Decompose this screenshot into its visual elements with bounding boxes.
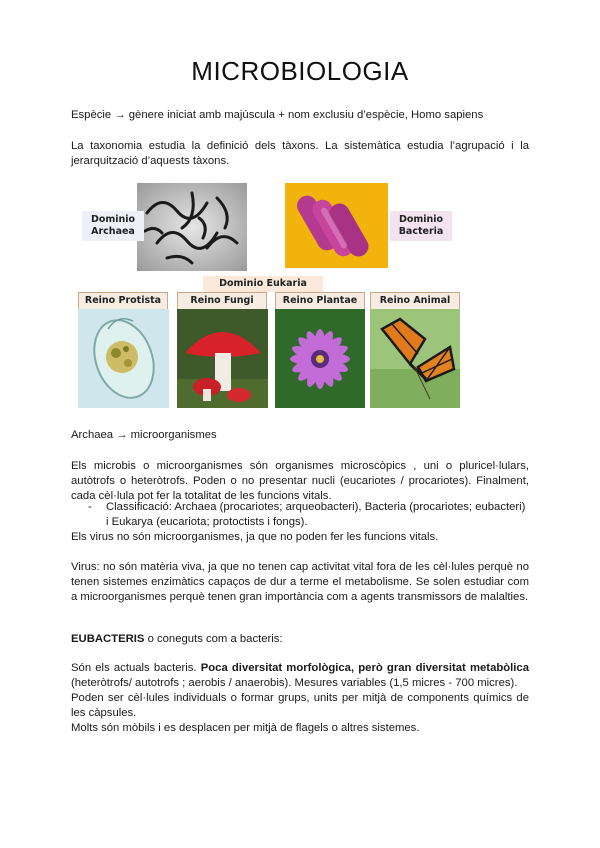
eukaria-label: Dominio Eukaria	[203, 276, 323, 292]
bacteria-paragraph-3: Molts són mòbils i es desplacen per mitjà de flagels o altres sistemes.	[71, 722, 420, 734]
bacteria-p1-bold: Poca diversitat morfològica, però gran diversitat metabòlica	[200, 662, 529, 674]
bacteria-label	[390, 211, 452, 241]
eubacteris-heading	[71, 632, 529, 647]
page-title: MICROBIOLOGIA	[191, 56, 409, 86]
kingdom-label-protista: Reino Protista	[78, 292, 168, 310]
eubacteris-heading-bold: EUBACTERIS	[71, 633, 145, 645]
plantae-photo	[275, 309, 365, 408]
bacteria-paragraph-1	[71, 661, 529, 691]
bacteria-p1-a: Són els actuals bacteris.	[71, 662, 201, 674]
classification-text: Classificació: Archaea (procariotes; arqueobacteri), Bacteria (procariotes; eubacteri) i Eukarya (eucariota; protoctists i fongs).	[106, 501, 526, 529]
archaea-label-line1: Dominio	[90, 214, 136, 225]
taxonomy-paragraph: La taxonomia estudia la definició dels tàxons. La sistemàtica estudia l’agrupació i la jerarquització d’aquests tàxons.	[71, 140, 529, 168]
bacteria-photo	[285, 183, 388, 268]
virus-paragraph: Virus: no són matèria viva, ja que no tenen cap activitat vital fora de les cèl·lules perquè no tenen sistemes enzimàtics capaços de dur a terme el metabolisme. Se solen estudiar com a microorganismes perquè tenen gran importància com a agents transmissors de malalties.	[71, 561, 529, 604]
kingdom-label-animal: Reino Animal	[370, 292, 460, 310]
classification-bullet	[88, 500, 529, 530]
kingdom-label-fungi: Reino Fungi	[177, 292, 267, 310]
kingdom-label-plantae: Reino Plantae	[275, 292, 365, 310]
bacteria-paragraph-2: Poden ser cèl·lules individuals o formar grups, units per mitjà de components químics de les càpsules.	[71, 692, 529, 720]
virus-short-paragraph: Els virus no són microorganismes, ja que no poden fer les funcions vitals.	[71, 531, 439, 543]
archaea-label-line2: Archaea	[91, 226, 135, 237]
animal-photo	[370, 309, 460, 408]
eubacteris-heading-rest: o coneguts com a bacteris:	[144, 633, 283, 645]
microbes-paragraph: Els microbis o microorganismes són organismes microscòpics , uni o pluricel·lulars, autòtrofs o heteròtrofs. Poden o no presentar nucli (eucariotes / procariotes). Finalment, cada cèl·lula pot fer la totalitat de les funcions vitals.	[71, 460, 529, 503]
archaea-paragraph: Archaea → microorganismes	[71, 429, 217, 441]
bacteria-label-line1: Dominio	[398, 214, 444, 225]
species-paragraph: Espècie → gènere iniciat amb majúscula + nom exclusiu d’espècie, Homo sapiens	[71, 109, 484, 121]
archaea-photo	[137, 183, 247, 271]
bacteria-p1-b: (heteròtrofs/ autotrofs ; aerobis / anaerobis). Mesures variables (1,5 micres - 700 micres).	[71, 677, 518, 690]
protista-photo	[78, 309, 169, 408]
fungi-photo	[177, 309, 268, 408]
archaea-label	[82, 211, 144, 241]
bullet-dash: -	[88, 501, 92, 513]
bacteria-label-line2: Bacteria	[398, 226, 444, 237]
